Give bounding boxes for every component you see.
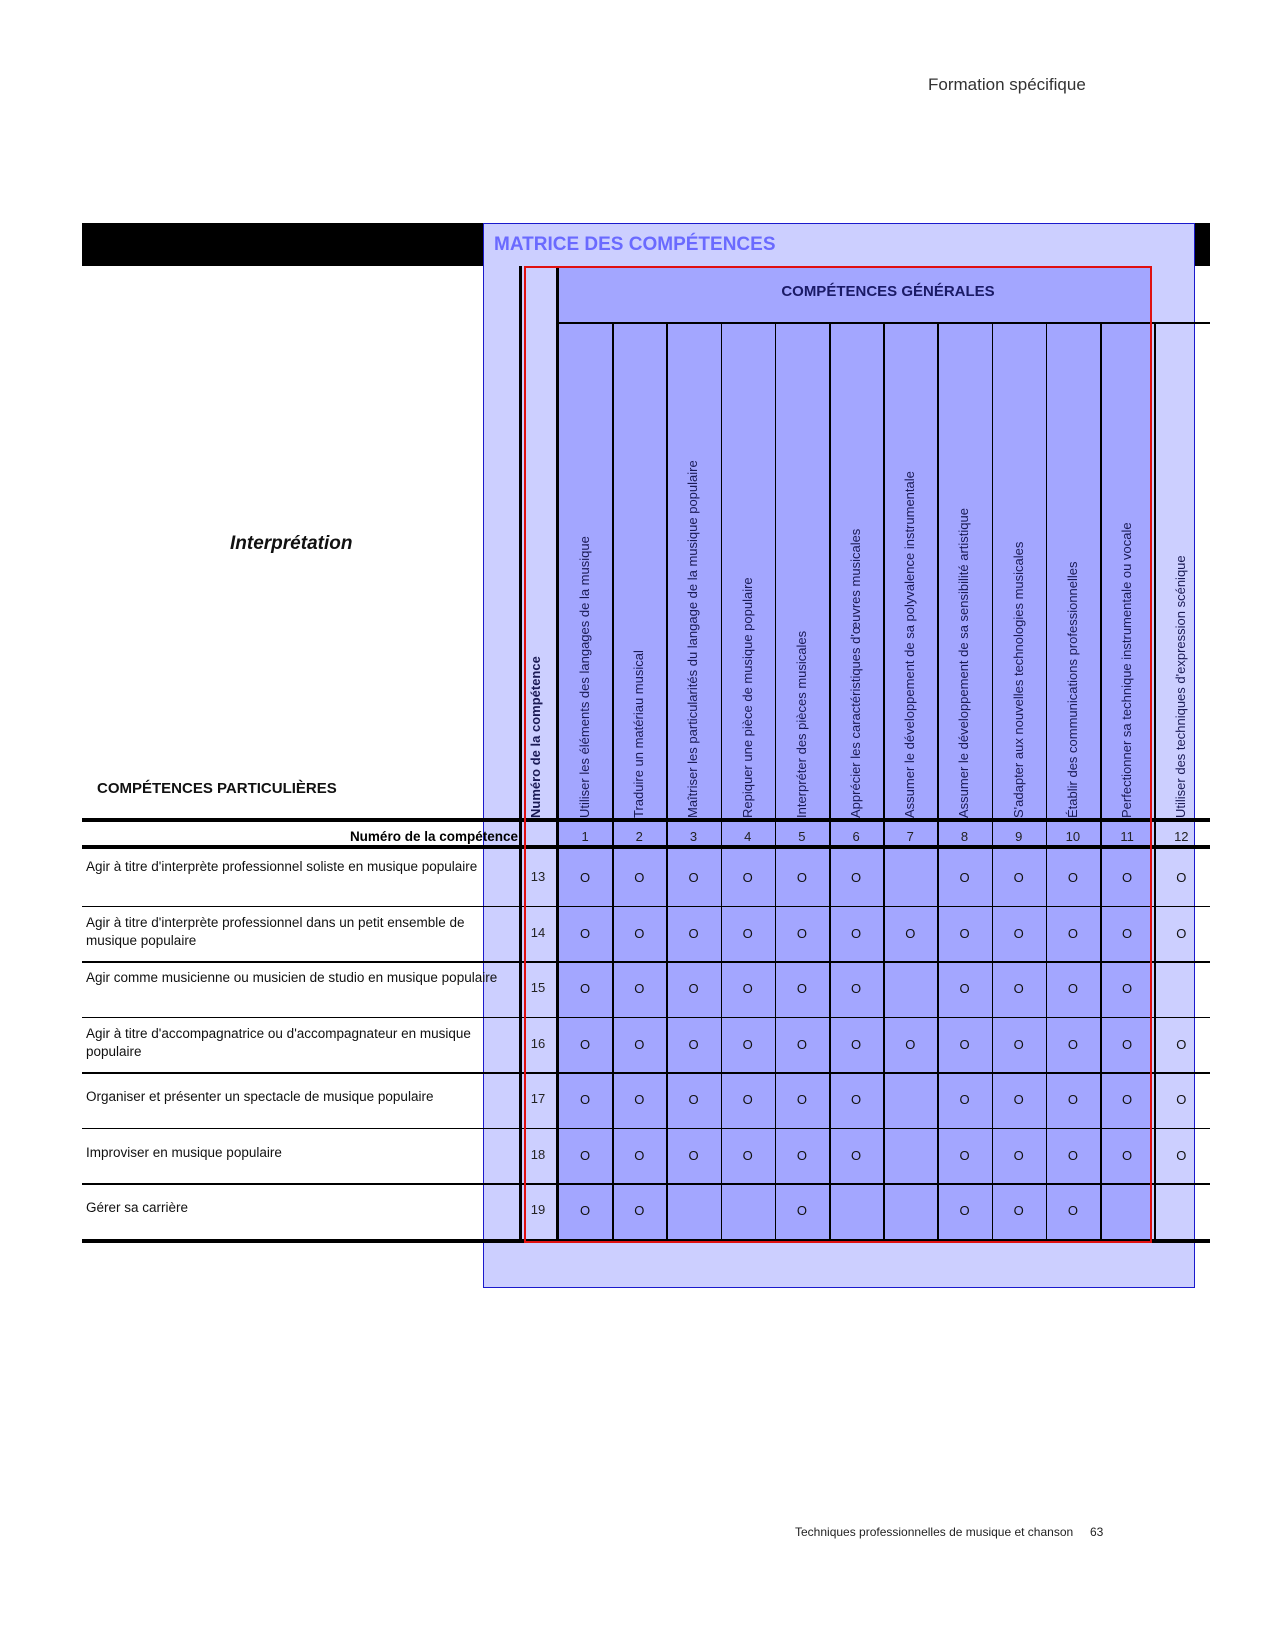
general-competency-header: S'adapter aux nouvelles technologies musicales bbox=[1010, 541, 1026, 818]
competency-mark: O bbox=[688, 925, 699, 941]
competency-mark: O bbox=[851, 981, 862, 996]
competency-mark: O bbox=[796, 925, 807, 941]
particular-competency-number: 13 bbox=[530, 869, 546, 884]
competency-mark: O bbox=[1122, 870, 1133, 885]
highlight-frame bbox=[524, 266, 1152, 1243]
competency-mark: O bbox=[634, 981, 645, 996]
competency-mark: O bbox=[959, 1036, 970, 1052]
competency-mark: O bbox=[1122, 981, 1133, 996]
particular-competency-number: 16 bbox=[530, 1035, 546, 1051]
competency-mark: O bbox=[742, 1147, 753, 1163]
particular-competency-label: Improviser en musique populaire bbox=[86, 1144, 282, 1160]
competency-mark: O bbox=[1067, 870, 1078, 885]
competency-mark: O bbox=[959, 1092, 970, 1107]
competency-mark: O bbox=[851, 1147, 862, 1163]
competency-mark: O bbox=[580, 1092, 591, 1107]
column-divider bbox=[519, 266, 522, 1243]
general-competency-number: 4 bbox=[744, 829, 752, 844]
competency-mark: O bbox=[851, 925, 862, 941]
column-divider bbox=[1154, 322, 1156, 1239]
general-competency-header: Perfectionner sa technique instrumentale ou vocale bbox=[1119, 522, 1134, 818]
general-competency-header: Utiliser des techniques d'expression scénique bbox=[1173, 555, 1189, 818]
competency-mark: O bbox=[580, 870, 591, 885]
competency-mark: O bbox=[634, 1203, 645, 1218]
competency-mark: O bbox=[742, 925, 753, 941]
competency-mark: O bbox=[1013, 1203, 1024, 1218]
general-competency-header: Assumer le développement de sa sensibilité artistique bbox=[956, 507, 972, 818]
competency-mark: O bbox=[796, 1036, 807, 1052]
general-competencies-title: COMPÉTENCES GÉNÉRALES bbox=[781, 283, 995, 300]
general-competency-number: 1 bbox=[581, 829, 589, 844]
competency-mark: O bbox=[1122, 1092, 1133, 1107]
particular-competency-number: 15 bbox=[530, 980, 546, 995]
competency-mark: O bbox=[1013, 1147, 1024, 1163]
competency-mark: O bbox=[1176, 925, 1187, 941]
competency-mark: O bbox=[688, 981, 699, 996]
particular-competency-number: 19 bbox=[530, 1202, 546, 1217]
general-competency-header: Traduire un matériau musical bbox=[631, 650, 647, 818]
general-competency-header: Établir des communications professionnelles bbox=[1064, 561, 1080, 818]
footer-text: Techniques professionnelles de musique et chanson bbox=[795, 1525, 1074, 1539]
general-competency-header: Assumer le développement de sa polyvalence instrumentale bbox=[902, 471, 918, 818]
competency-mark: O bbox=[796, 870, 807, 885]
competency-mark: O bbox=[688, 1092, 699, 1107]
competency-mark: O bbox=[688, 870, 699, 885]
general-competency-header: Apprécier les caractéristiques d'œuvres musicales bbox=[848, 528, 863, 818]
particular-competency-number: 17 bbox=[530, 1091, 546, 1106]
competency-mark: O bbox=[851, 1092, 862, 1107]
competency-mark: O bbox=[796, 1092, 807, 1107]
competency-mark: O bbox=[905, 925, 916, 941]
competency-mark: O bbox=[1067, 1036, 1078, 1052]
general-competency-number: 9 bbox=[1015, 829, 1023, 844]
competency-mark: O bbox=[1176, 1036, 1187, 1052]
general-competency-header: Maîtriser les particularités du langage de la musique populaire bbox=[685, 460, 701, 818]
competency-mark: O bbox=[959, 981, 970, 996]
general-competency-header: Interpréter des pièces musicales bbox=[793, 630, 809, 818]
general-competency-header: Utiliser les éléments des langages de la musique bbox=[577, 536, 592, 818]
particular-competency-label: Agir à titre d'accompagnatrice ou d'accompagnateur en musique populaire bbox=[86, 1025, 471, 1059]
competency-mark: O bbox=[851, 1036, 862, 1052]
general-competency-number: 11 bbox=[1120, 829, 1134, 844]
competency-mark bbox=[1173, 1203, 1189, 1219]
competency-mark: O bbox=[1176, 1147, 1187, 1163]
competency-mark: O bbox=[796, 981, 807, 996]
general-competency-number: 6 bbox=[852, 829, 860, 844]
general-competency-number: 7 bbox=[906, 829, 914, 844]
particular-competencies-title: COMPÉTENCES PARTICULIÈRES bbox=[97, 780, 337, 797]
competency-mark: O bbox=[688, 1036, 699, 1052]
interpretation-label: Interprétation bbox=[230, 533, 353, 554]
competency-mark: O bbox=[580, 1203, 591, 1218]
competency-mark: O bbox=[634, 1036, 645, 1052]
competency-mark: O bbox=[634, 1147, 645, 1163]
particular-competency-label: Agir à titre d'interprète professionnel dans un petit ensemble de musique populaire bbox=[86, 914, 465, 948]
general-competency-number: 8 bbox=[960, 829, 969, 844]
particular-competency-label: Agir à titre d'interprète professionnel soliste en musique populaire bbox=[86, 859, 478, 874]
competency-mark: O bbox=[1176, 870, 1187, 885]
competency-mark: O bbox=[742, 1092, 753, 1107]
competency-mark: O bbox=[1013, 925, 1024, 941]
competency-mark: O bbox=[688, 1147, 699, 1163]
competency-mark: O bbox=[959, 925, 970, 941]
particular-competency-label: Organiser et présenter un spectacle de musique populaire bbox=[86, 1089, 434, 1104]
particular-competency-number: 14 bbox=[530, 924, 546, 940]
particular-competency-number: 18 bbox=[530, 1146, 546, 1162]
competency-mark: O bbox=[1013, 1092, 1024, 1107]
competency-mark bbox=[1173, 981, 1189, 997]
general-competency-number: 10 bbox=[1065, 829, 1081, 844]
page-number: 63 bbox=[1090, 1525, 1104, 1539]
general-competency-number: 12 bbox=[1174, 829, 1189, 844]
section-title: Formation spécifique bbox=[928, 75, 1086, 94]
particular-competency-label: Agir comme musicienne ou musicien de studio en musique populaire bbox=[86, 970, 498, 985]
competency-mark: O bbox=[634, 870, 645, 885]
competency-mark: O bbox=[1122, 1036, 1133, 1052]
competency-mark: O bbox=[1067, 981, 1078, 996]
competency-mark: O bbox=[959, 1147, 970, 1163]
matrix-title: MATRICE DES COMPÉTENCES bbox=[494, 234, 776, 255]
competency-mark: O bbox=[959, 1203, 970, 1218]
competency-mark: O bbox=[634, 925, 645, 941]
general-competency-header: Repiquer une pièce de musique populaire bbox=[739, 577, 755, 818]
competency-mark: O bbox=[1122, 1147, 1133, 1163]
competency-number-label: Numéro de la compétence bbox=[349, 829, 518, 844]
competency-mark: O bbox=[634, 1092, 645, 1107]
general-competency-number: 5 bbox=[798, 829, 806, 844]
general-competency-number: 2 bbox=[635, 829, 643, 844]
competency-mark: O bbox=[796, 1147, 807, 1163]
competency-mark: O bbox=[742, 1036, 753, 1052]
competency-mark: O bbox=[580, 1036, 591, 1052]
competency-mark: O bbox=[1067, 1203, 1078, 1218]
competency-mark: O bbox=[1067, 1147, 1078, 1163]
competency-mark: O bbox=[1067, 925, 1078, 941]
competency-mark: O bbox=[742, 870, 753, 885]
competency-mark: O bbox=[959, 870, 970, 885]
competency-mark: O bbox=[1013, 981, 1024, 996]
competency-mark: O bbox=[1176, 1092, 1187, 1107]
particular-competency-label: Gérer sa carrière bbox=[86, 1200, 189, 1215]
general-competency-number: 3 bbox=[689, 829, 698, 844]
competency-mark: O bbox=[580, 1147, 591, 1163]
competency-mark: O bbox=[1067, 1092, 1078, 1107]
competency-mark: O bbox=[1013, 1036, 1024, 1052]
competency-mark: O bbox=[580, 981, 591, 996]
competency-mark: O bbox=[1122, 925, 1133, 941]
competency-mark: O bbox=[742, 981, 753, 996]
competency-mark: O bbox=[851, 870, 862, 885]
number-column-header: Numéro de la compétence bbox=[528, 656, 543, 818]
competency-mark: O bbox=[905, 1036, 916, 1052]
competency-mark: O bbox=[796, 1203, 807, 1218]
competency-mark: O bbox=[1013, 870, 1024, 885]
competency-mark: O bbox=[580, 925, 591, 941]
